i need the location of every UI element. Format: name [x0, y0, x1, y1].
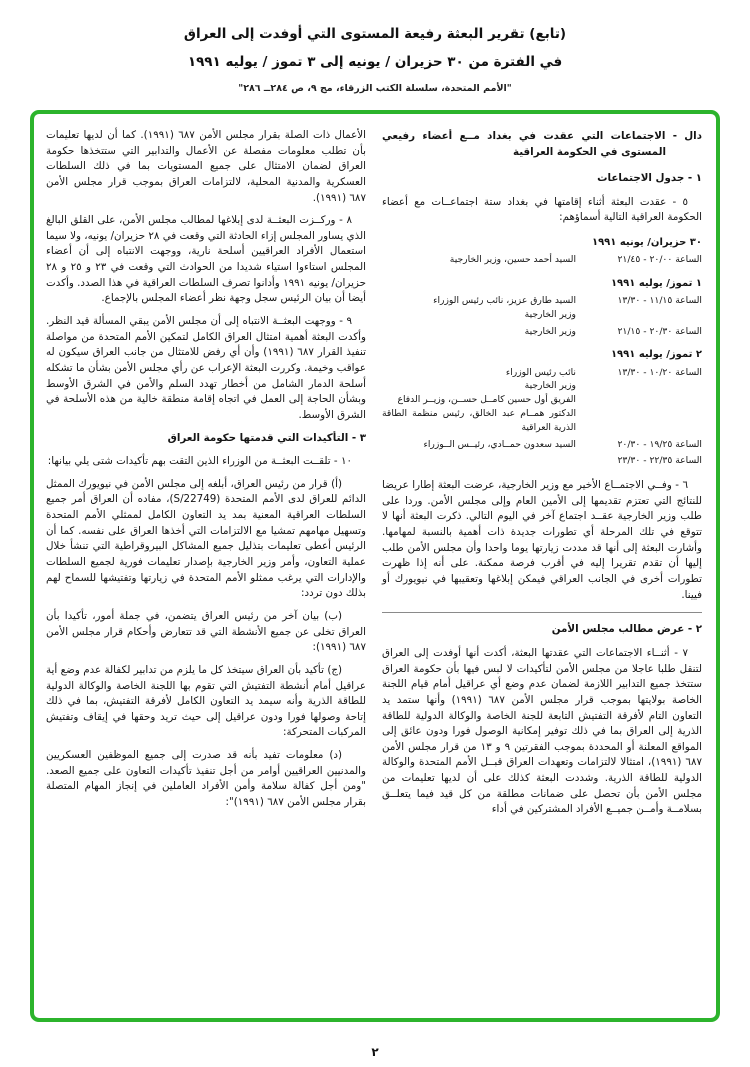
meeting-time: الساعة ١٩/٢٥ - ٢٠/٣٠	[617, 438, 702, 450]
meeting-time: الساعة ٢٠/٠٠ - ٢١/٤٥	[617, 254, 702, 266]
right-column	[382, 128, 702, 1008]
paragraph-5: ٥ - عقدت البعثة أثناء إقامتها في بغداد ستة اجتماعــات مع أعضاء الحكومة العراقية التالية أسماؤهم:	[382, 195, 702, 224]
left-column	[46, 128, 366, 1008]
meeting-row	[382, 438, 702, 452]
meeting-attendees	[382, 454, 576, 468]
meeting-row	[382, 253, 702, 267]
report-title-line1: (تابع) تقرير البعثة رفيعة المستوى التي أوفدت إلى العراق	[183, 26, 567, 42]
meeting-attendee: وزير الخارجية	[524, 325, 576, 337]
list-item-a: (أ) قرار من رئيس العراق، أبلغه إلى مجلس الأمن في نيويورك الممثل الدائم للعراق لدى الأمم المتحدة (S/22749)، مفاده أن العراق أمر جميع السلطات العراقية المعنية بمد يد التعاون الكامل لممثلي الأمم المتحدة وتسهيل مهامهم تمشيا مع الالتزامات التي أخذها العراق على نفسه. كما أن الرئيس أعطى تعليمات بتذليل جميع المشاكل البيروقراطية التي تنشأ خلال عملية التعاون، وأمر وزير الخارجية بإصدار تعليمات فورية لجميع السلطات والإدارات التي يرغب ممثلو الأمم المتحدة في زيارتها وتفتيشها للسماح لهم بذلك دون تردد:	[46, 477, 367, 600]
paragraph-9: ٩ - ووجهت البعثــة الانتباه إلى أن مجلس الأمن يبقي المسألة قيد النظر. وأكدت البعثة أهمية امتثال العراق الكامل لتمكين الأمم المتحدة من مواصلة تنفيذ القرار ٦٨٧ (١٩٩١) وأن أي رفض للامتثال من جانب العراق سيكون له عواقب وخيمة. وكررت البعثة الإعراب عن رأي مجلس الأمن بشأن ما تشكله أسلحة الدمار الشامل من أخطار تهدد السلم والأمن في الشرق الأوسط وبشأن الحاجة إلى العمل في اتجاه إقامة منطقة خالية من هذه الأسلحة في الشرق الأوسط.	[46, 315, 366, 421]
subheading-council-demands: ٢ - عرض مطالب مجلس الأمن	[551, 623, 702, 636]
meeting-row	[382, 454, 702, 468]
meeting-row	[382, 325, 702, 339]
paragraph-10: ١٠ - تلقــت البعثــة من الوزراء الذين التقت بهم تأكيدات شتى يلي بيانها:	[47, 455, 352, 468]
meeting-attendee: الفريق أول حسين كامــل حســن، وزيــر الدفاع	[397, 394, 576, 406]
two-column-layout	[46, 128, 702, 1008]
meeting-time: الساعة ٢٢/٣٥ - ٢٣/٣٠	[617, 455, 702, 467]
meeting-time: الساعة ١١/١٥ - ١٣/٣٠	[617, 295, 702, 307]
meeting-attendees	[382, 294, 576, 322]
section-divider	[382, 612, 702, 613]
meeting-date: ١ تموز/ يوليه ١٩٩١	[610, 277, 702, 289]
list-item-c: (ج) تأكيد بأن العراق سيتخذ كل ما يلزم من تدابير لكفالة عدم وضع أية عراقيل أمام أنشطة التفتيش التي تقوم بها اللجنة الخاصة والوكالة الدولية للطاقة الذرية وأنه سيمد يد التعاون الكامل لأفرقة التفتيش، بما في ذلك إتاحة وصولها فورا ودون عراقيل إلى حيث تريد وحقها في إيقاف وتفتيش المركبات المتحركة:	[46, 663, 366, 739]
list-item-b: (ب) بيان آخر من رئيس العراق يتضمن، في جملة أمور، تأكيدا بأن العراق تخلى عن جميع الأنشطة التي قد تتعارض وأحكام قرار مجلس الأمن ٦٨٧ (١٩٩١):	[46, 609, 366, 654]
meeting-row	[382, 294, 702, 322]
paragraph-8: ٨ - وركــزت البعثــة لدى إبلاغها لمطالب مجلس الأمن، على القلق البالغ الذي يساور المجلس إزاء الحادثة التي وقعت في ٢٨ حزيران/ يونيه، ولا سيما استعمال الأفراد العراقيين أسلحة نارية، ووجهت الانتباه إلى أن أعضاء المجلس استاءوا استياء شديدا من الحوادث التي وقعت في ٢٣ و ٢٥ و ٢٨ حزيران/ يونيه ١٩٩١ وأدانوا تصرف السلطات العراقية في هذا الصدد. وأكدت أيضا أن بيان الرئيس سجل وجهة نظر أعضاء المجلس بالإجماع.	[46, 214, 367, 305]
meeting-attendees	[382, 438, 576, 452]
meeting-attendee: الدكتور همــام عبد الخالق، رئيس منظمة الطاقة الذرية العراقية	[382, 408, 576, 433]
paragraph-continuation: الأعمال ذات الصلة بقرار مجلس الأمن ٦٨٧ (١٩٩١). كما أن لديها تعليمات بأن تطلب معلومات مفصلة عن الأعمال والتدابير التي ستتخذها حكومة العراق لضمان الامتثال على جميع المستويات بما في ذلك السلطات العسكرية والمدنية المحلية، لالتزامات العراق بموجب قرار مجلس الأمن ٦٨٧ (١٩٩١).	[46, 129, 367, 204]
subheading-meetings-schedule: ١ - جدول الاجتماعات	[597, 171, 702, 184]
section-d-heading: دال - الاجتماعات التي عقدت في بغداد مــع أعضاء رفيعي المستوى في الحكومة العراقية	[382, 130, 702, 159]
meeting-date: ٣٠ حزيران/ يونيه ١٩٩١	[591, 236, 702, 248]
meeting-row	[382, 366, 702, 435]
meeting-attendees	[382, 366, 576, 435]
meeting-time: الساعة ١٠/٢٠ - ١٣/٣٠	[617, 366, 702, 378]
meeting-attendee: السيد سعدون حمــادي، رئيــس الــوزراء	[423, 438, 576, 450]
meetings-schedule	[382, 235, 702, 468]
page-number: ٢	[371, 1045, 379, 1059]
paragraph-7: ٧ - أثنــاء الاجتماعات التي عقدتها البعثة، أكدت أنها أوفدت إلى العراق لتنقل طلبا عاجلا من مجلس الأمن لتأكيدات لا لبس فيها بأن حكومة العراق ستتخذ جميع التدابير اللازمة لضمان عدم وضع أي عراقيل أمام قيام اللجنة الخاصة بولايتها بموجب قرار مجلس الأمن ٦٨٧ (١٩٩١) وأنها ستمد يد التعاون التام لأفرقة التفتيش التابعة للجنة الخاصة والوكالة الدولية للطاقة الذرية إلى العراق بما في ذلك توفير إمكانية الوصول فورا ودون عائق إلى المواقع المعلنة أو المحددة بموجب الفقرتين ٩ و ١٣ من قرار مجلس الأمن ٦٨٧ (١٩٩١)، امتثالا لالتزامات وتعهدات العراق قبــل الأمم المتحدة والوكالة الدولية للطاقة الذرية. وشددت البعثة كذلك على أن لديها تعليمات من مجلس الأمن بأن تحصل على ضمانات مطلقة من كل قيد فيما يتعلــق بسلامــة وأمــن جميــع الأفراد المشتركين في أداء	[382, 646, 703, 816]
meeting-attendee: السيد طارق عزيز، نائب رئيس الوزراء	[433, 295, 576, 307]
subheading-iraq-assurances: ٣ - التأكيدات التي قدمتها حكومة العراق	[167, 431, 366, 444]
document-header	[30, 26, 720, 94]
list-item-d: (د) معلومات تفيد بأنه قد صدرت إلى جميع الموظفين العسكريين والمدنيين العراقيين أوامر من أجل تنفيذ تأكيدات التعاون على جميع الصعد. "ومن أجل كفالة سلامة وأمن الأفراد العاملين في إنجاز المهام المتصلة بقرار مجلس الأمن ٦٨٧ (١٩٩١)":	[46, 749, 366, 808]
meeting-attendees	[382, 253, 576, 267]
source-citation: "الأمم المتحدة، سلسلة الكتب الزرقاء، مج ٩، ص ٢٨٤ــ ٢٨٦"	[238, 83, 512, 94]
content-frame	[30, 110, 720, 1022]
meeting-attendee: السيد أحمد حسين، وزير الخارجية	[449, 254, 576, 266]
meeting-time: الساعة ٢٠/٣٠ - ٢١/١٥	[617, 325, 702, 337]
meeting-attendees	[382, 325, 576, 339]
meeting-date: ٢ تموز/ يوليه ١٩٩١	[610, 349, 702, 361]
paragraph-6: ٦ - وفــي الاجتمــاع الأخير مع وزير الخارجية، عرضت البعثة إطارا عريضا للنتائج التي تعتزم تقديمها إلى الأمين العام وإلى مجلس الأمن. وردا على طلب وزير الخارجية عقــد اجتماع آخر في اليوم التالي. ذكرت البعثة أنها لا تتوقع في تلك المرحلة أي تطورات جديدة ذات أهمية بالنسبة لمهامها. وأشارت البعثة إلى أنها قد مددت زيارتها يوما واحدا وأن مجلس الأمن طلب إليها أن تقدم تقريرا إليه في أقرب فرصة ممكنة. على أنه إذا ظهرت تطورات أخرى في الجانب العراقي فيمكن إبلاغها وتعقيبها في نيويورك أو فيينا.	[382, 479, 702, 601]
meeting-attendee: نائب رئيس الوزراء	[505, 366, 576, 378]
meeting-attendee: وزير الخارجية	[524, 308, 576, 320]
meeting-attendee: وزير الخارجية	[524, 380, 576, 392]
report-title-line2: في الفترة من ٣٠ حزيران / يونيه إلى ٣ تموز / يوليه ١٩٩١	[187, 54, 563, 70]
